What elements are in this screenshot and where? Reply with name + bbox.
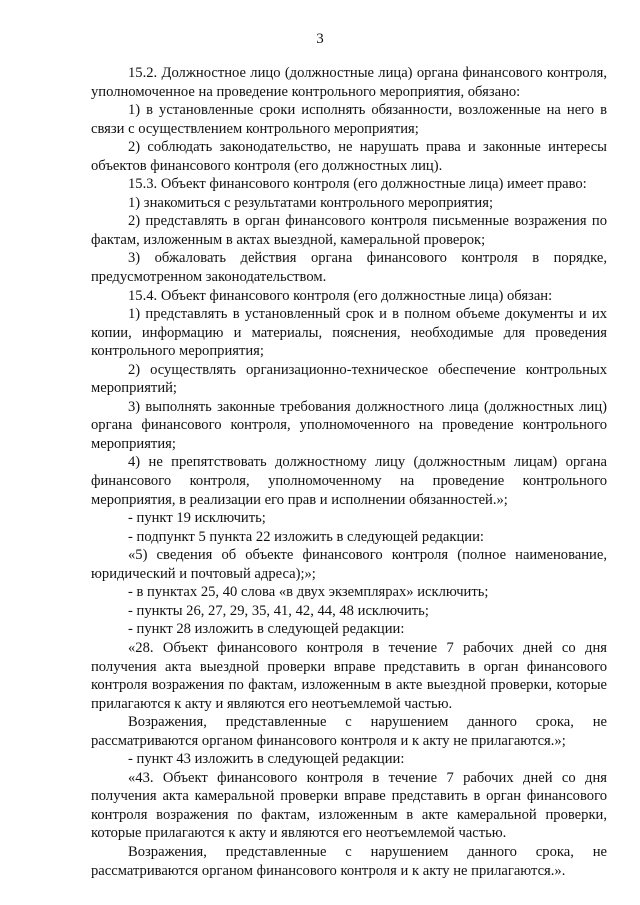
amendment-point-43-objections: Возражения, представленные с нарушением данного срока, не рассматриваются органом финансового контроля и к акту не прилагаются.». (91, 843, 607, 879)
paragraph-15-3-item-2: 2) представлять в орган финансового контроля письменные возражения по фактам, изложенным в актах выездной, камеральной проверок; (91, 213, 607, 248)
amendment-point-43-text: «43. Объект финансового контроля в течение 7 рабочих дней со дня получения акта камеральной проверки вправе представить в орган финансового контроля возражения по фактам, изложенным в акте камеральной проверки, которые прилагаются к акту и являются его неотъемлемой частью. (91, 769, 607, 842)
amendment-point-28-objections: Возражения, представленные с нарушением данного срока, не рассматриваются органом финансового контроля и к акту не прилагаются.»; (91, 714, 607, 749)
amendment-point-28-text: «28. Объект финансового контроля в течение 7 рабочих дней со дня получения акта выездной проверки вправе представить в орган финансового контроля возражения по фактам, изложенным в акте выездной проверки, которые прилагаются к акту и являются его неотъемлемой частью. (91, 639, 607, 712)
paragraph-15-4-item-2: 2) осуществлять организационно-техническое обеспечение контрольных мероприятий; (91, 361, 607, 397)
amendment-point-19: - пункт 19 исключить; (128, 510, 266, 527)
paragraph-15-4-item-4: 4) не препятствовать должностному лицу (должностным лицам) органа финансового контроля, уполномоченному на проведение контрольного мероприятия, в реализации его прав и исполнении обязанностей.»; (91, 454, 607, 508)
amendment-point-28: - пункт 28 изложить в следующей редакции: (128, 621, 405, 638)
paragraph-15-4-item-3: 3) выполнять законные требования должностного лица (должностных лиц) органа финансового контроля, уполномоченного на проведение контрольного мероприятия; (91, 398, 607, 452)
paragraph-15-3-item-1: 1) знакомиться с результатами контрольного мероприятия; (128, 194, 494, 211)
amendment-point-43: - пункт 43 изложить в следующей редакции: (128, 751, 405, 768)
paragraph-15-3-item-3: 3) обжаловать действия органа финансового контроля в порядке, предусмотренном законодательством. (91, 250, 607, 286)
paragraph-15-2-item-1: 1) в установленные сроки исполнять обязанности, возложенные на него в связи с осуществлением контрольного мероприятия; (91, 102, 607, 137)
paragraph-15-2-item-2: 2) соблюдать законодательство, не нарушать права и законные интересы объектов финансового контроля (его должностных лиц). (91, 139, 607, 174)
document-body (91, 64, 607, 880)
paragraph-15-2: 15.2. Должностное лицо (должностные лица) органа финансового контроля, уполномоченное на проведение контрольного мероприятия, обязано: (91, 65, 607, 100)
amendment-points-25-40: - в пунктах 25, 40 слова «в двух экземплярах» исключить; (128, 584, 489, 601)
amendment-point-22-text: «5) сведения об объекте финансового контроля (полное наименование, юридический и почтовый адреса);»; (91, 547, 607, 582)
page-number: 3 (316, 31, 324, 47)
amendment-points-removed: - пункты 26, 27, 29, 35, 41, 42, 44, 48 исключить; (128, 602, 429, 619)
paragraph-15-4: 15.4. Объект финансового контроля (его должностные лица) обязан: (128, 287, 553, 304)
amendment-point-22: - подпункт 5 пункта 22 изложить в следующей редакции: (128, 528, 484, 545)
paragraph-15-3: 15.3. Объект финансового контроля (его должностные лица) имеет право: (128, 176, 587, 193)
paragraph-15-4-item-1: 1) представлять в установленный срок и в полном объеме документы и их копии, информацию и материалы, пояснения, необходимые для проведения контрольного мероприятия; (91, 306, 607, 360)
